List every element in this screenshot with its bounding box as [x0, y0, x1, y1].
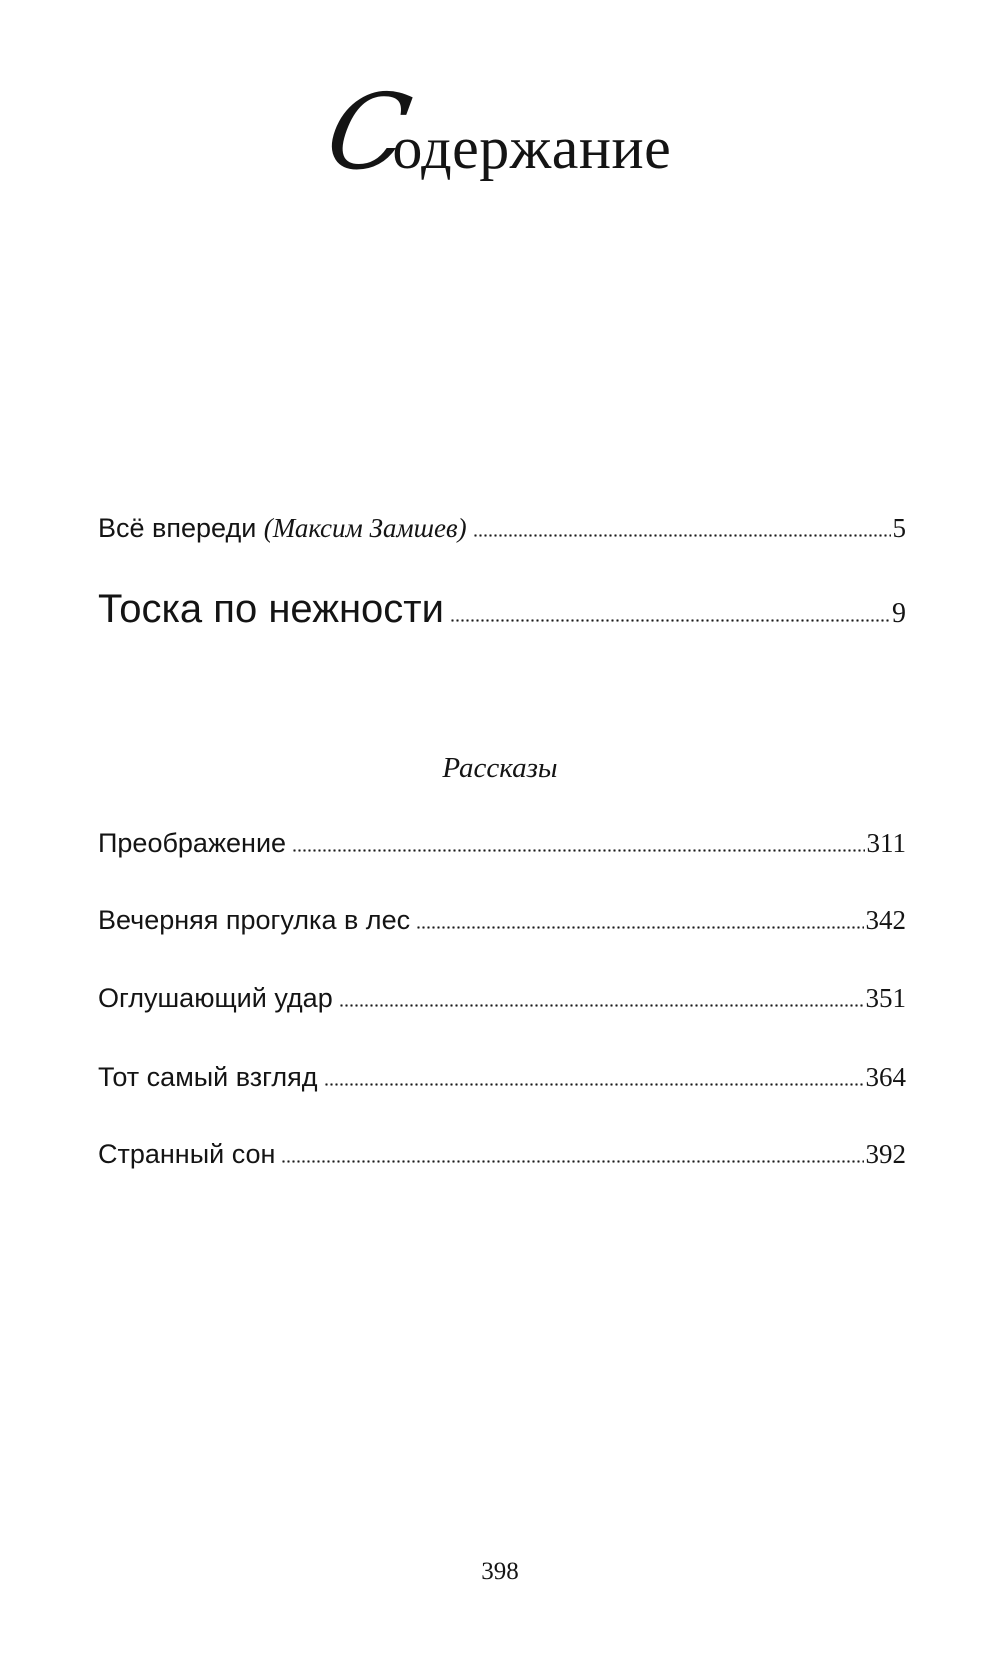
toc-entry-story[interactable]: [98, 1062, 906, 1093]
toc-entry-title: Тоска по нежности: [98, 587, 444, 631]
page-number: 398: [481, 1558, 519, 1585]
toc-entry-story[interactable]: [98, 905, 906, 936]
dot-leader: [292, 849, 864, 852]
toc-entry-title: Тот самый взгляд: [98, 1062, 318, 1092]
toc-entry-page: 5: [892, 513, 906, 543]
toc-entry-story[interactable]: [98, 983, 906, 1014]
toc-entry-page: 342: [865, 905, 906, 935]
toc-entry-intro[interactable]: [98, 513, 906, 544]
toc-entry-page: 311: [866, 828, 906, 858]
section-heading: Рассказы: [442, 752, 558, 784]
dot-leader: [473, 534, 891, 537]
toc-entry-story[interactable]: [98, 828, 906, 859]
toc-entry-author: (Максим Замшев): [263, 513, 467, 543]
toc-entry-story[interactable]: [98, 1139, 906, 1170]
toc-entry-page: 351: [865, 983, 906, 1013]
dot-leader: [450, 619, 890, 622]
page-title: [0, 71, 1000, 193]
toc-entry-title: Всё впереди: [98, 513, 264, 543]
toc-entry-main-work[interactable]: [98, 587, 906, 632]
toc-entry-title: Преображение: [98, 828, 287, 858]
dot-leader: [416, 926, 863, 929]
toc-entry-title: Вечерняя прогулка в лес: [98, 905, 411, 935]
toc-entry-page: 392: [865, 1139, 906, 1169]
dot-leader: [281, 1160, 863, 1163]
dot-leader: [324, 1083, 864, 1086]
toc-entry-title: Странный сон: [98, 1139, 276, 1169]
title-initial: С: [318, 71, 420, 193]
dot-leader: [339, 1004, 864, 1007]
toc-entry-page: 364: [865, 1062, 906, 1092]
title-rest: одержание: [392, 115, 672, 181]
toc-entry-page: 9: [892, 598, 906, 629]
toc-entry-title: Оглушающий удар: [98, 983, 333, 1013]
